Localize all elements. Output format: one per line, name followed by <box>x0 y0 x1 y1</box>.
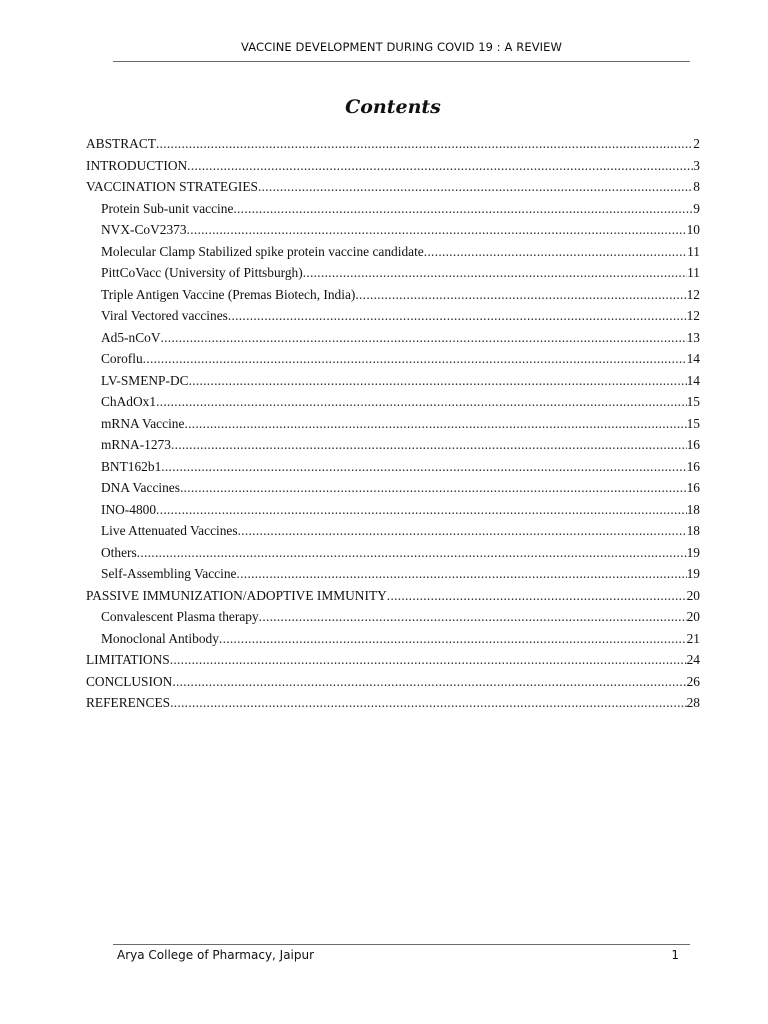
toc-dot-leader <box>161 327 687 349</box>
toc-dot-leader <box>156 499 687 521</box>
toc-entry-page-number: 11 <box>687 243 700 259</box>
toc-entry-label: PASSIVE IMMUNIZATION/ADOPTIVE IMMUNITY <box>86 587 387 603</box>
toc-entry-page-number: 10 <box>686 222 700 237</box>
toc-dot-leader <box>424 241 687 263</box>
page-header <box>113 38 690 62</box>
toc-entry-page-number: 18 <box>686 501 700 517</box>
toc-entry-page-number: 28 <box>686 695 700 710</box>
toc-entry-label: LIMITATIONS <box>86 652 170 667</box>
toc-entry[interactable] <box>86 434 700 456</box>
toc-entry[interactable] <box>86 671 700 693</box>
toc-entry[interactable] <box>86 585 700 607</box>
toc-dot-leader <box>189 370 687 392</box>
toc-entry-page-number: 12 <box>686 286 700 302</box>
contents-heading: Contents <box>345 96 441 118</box>
toc-entry-label: Molecular Clamp Stabilized spike protein vaccine candidate <box>101 243 424 259</box>
toc-entry-page-number: 26 <box>686 673 700 689</box>
toc-entry[interactable] <box>86 133 700 155</box>
toc-entry[interactable] <box>86 219 700 241</box>
running-header-title: VACCINE DEVELOPMENT DURING COVID 19 : A REVIEW <box>240 40 563 54</box>
toc-dot-leader <box>184 413 686 435</box>
toc-entry-label: mRNA-1273 <box>101 437 171 452</box>
toc-entry-page-number: 15 <box>686 394 700 409</box>
toc-entry[interactable] <box>86 413 700 435</box>
toc-entry-page-number: 11 <box>687 265 700 280</box>
toc-entry[interactable] <box>86 520 700 542</box>
toc-entry-label: Triple Antigen Vaccine (Premas Biotech, India) <box>101 286 356 302</box>
toc-entry[interactable] <box>86 155 700 177</box>
toc-dot-leader <box>170 692 687 714</box>
toc-dot-leader <box>219 628 687 650</box>
toc-entry-page-number: 2 <box>693 136 700 151</box>
toc-entry-page-number: 19 <box>686 566 700 581</box>
toc-entry[interactable] <box>86 198 700 220</box>
toc-dot-leader <box>238 520 687 542</box>
toc-dot-leader <box>259 606 687 628</box>
toc-entry-page-number: 16 <box>686 480 700 495</box>
toc-entry-page-number: 16 <box>686 437 700 452</box>
toc-dot-leader <box>387 585 687 607</box>
toc-entry-page-number: 16 <box>686 458 700 474</box>
page-footer <box>113 944 690 962</box>
toc-dot-leader <box>172 671 686 693</box>
toc-entry-label: mRNA Vaccine <box>101 415 185 431</box>
toc-entry-label: LV-SMENP-DC <box>101 372 189 388</box>
toc-entry-label: ABSTRACT <box>86 136 156 151</box>
toc-entry-page-number: 21 <box>686 630 700 646</box>
toc-dot-leader <box>170 649 687 671</box>
toc-entry[interactable] <box>86 692 700 714</box>
toc-entry[interactable] <box>86 176 700 198</box>
toc-dot-leader <box>303 262 687 284</box>
toc-entry[interactable] <box>86 649 700 671</box>
toc-dot-leader <box>180 477 687 499</box>
toc-entry-page-number: 19 <box>686 544 700 560</box>
toc-entry-label: Protein Sub-unit vaccine <box>101 200 234 216</box>
toc-entry[interactable] <box>86 628 700 650</box>
toc-entry-page-number: 14 <box>686 372 700 388</box>
toc-entry-label: INTRODUCTION <box>86 157 188 173</box>
toc-entry[interactable] <box>86 348 700 370</box>
toc-entry-page-number: 24 <box>686 652 700 667</box>
footer-page-number: 1 <box>671 948 679 962</box>
toc-entry-label: NVX-CoV2373 <box>101 222 187 237</box>
toc-entry[interactable] <box>86 370 700 392</box>
toc-entry-label: PittCoVacc (University of Pittsburgh) <box>101 265 303 280</box>
toc-dot-leader <box>161 456 686 478</box>
toc-entry-label: Others <box>101 544 137 560</box>
toc-entry-page-number: 3 <box>693 157 700 173</box>
toc-entry[interactable] <box>86 477 700 499</box>
toc-entry[interactable] <box>86 327 700 349</box>
toc-dot-leader <box>156 391 687 413</box>
toc-entry-page-number: 14 <box>686 351 700 366</box>
toc-entry-label: Monoclonal Antibody <box>101 630 219 646</box>
toc-entry-label: Ad5-nCoV <box>101 329 161 345</box>
toc-entry-label: REFERENCES <box>86 695 171 710</box>
toc-entry-label: Self-Assembling Vaccine <box>101 566 237 581</box>
footer-institution: Arya College of Pharmacy, Jaipur <box>117 948 315 962</box>
toc-entry[interactable] <box>86 542 700 564</box>
toc-dot-leader <box>233 198 693 220</box>
toc-entry[interactable] <box>86 391 700 413</box>
toc-entry-page-number: 9 <box>693 200 700 216</box>
toc-entry[interactable] <box>86 305 700 327</box>
toc-entry[interactable] <box>86 262 700 284</box>
toc-entry-label: Coroflu <box>101 351 143 366</box>
toc-entry[interactable] <box>86 606 700 628</box>
toc-dot-leader <box>156 133 693 155</box>
toc-entry-label: Convalescent Plasma therapy <box>101 609 259 624</box>
toc-entry-page-number: 20 <box>686 609 700 624</box>
toc-entry-label: DNA Vaccines <box>101 480 180 495</box>
toc-dot-leader <box>187 155 693 177</box>
toc-dot-leader <box>187 219 687 241</box>
toc-entry-label: INO-4800 <box>101 501 157 517</box>
toc-dot-leader <box>355 284 686 306</box>
toc-entry-label: BNT162b1 <box>101 458 162 474</box>
toc-entry[interactable] <box>86 241 700 263</box>
toc-entry[interactable] <box>86 284 700 306</box>
toc-entry-page-number: 13 <box>686 329 700 345</box>
toc-entry-page-number: 12 <box>686 308 700 323</box>
toc-entry-label: Live Attenuated Vaccines <box>101 523 238 538</box>
table-of-contents <box>86 133 700 714</box>
toc-dot-leader <box>137 542 687 564</box>
toc-entry-page-number: 15 <box>686 415 700 431</box>
toc-entry-label: VACCINATION STRATEGIES <box>86 179 258 194</box>
toc-entry-label: CONCLUSION <box>86 673 173 689</box>
toc-entry-label: Viral Vectored vaccines <box>101 308 228 323</box>
toc-dot-leader <box>237 563 687 585</box>
toc-entry[interactable] <box>86 563 700 585</box>
toc-dot-leader <box>228 305 687 327</box>
toc-dot-leader <box>258 176 693 198</box>
toc-entry-page-number: 20 <box>686 587 700 603</box>
toc-dot-leader <box>171 434 687 456</box>
toc-entry-label: ChAdOx1 <box>101 394 157 409</box>
toc-entry[interactable] <box>86 456 700 478</box>
toc-entry[interactable] <box>86 499 700 521</box>
toc-dot-leader <box>143 348 687 370</box>
toc-entry-page-number: 18 <box>686 523 700 538</box>
toc-entry-page-number: 8 <box>693 179 700 194</box>
